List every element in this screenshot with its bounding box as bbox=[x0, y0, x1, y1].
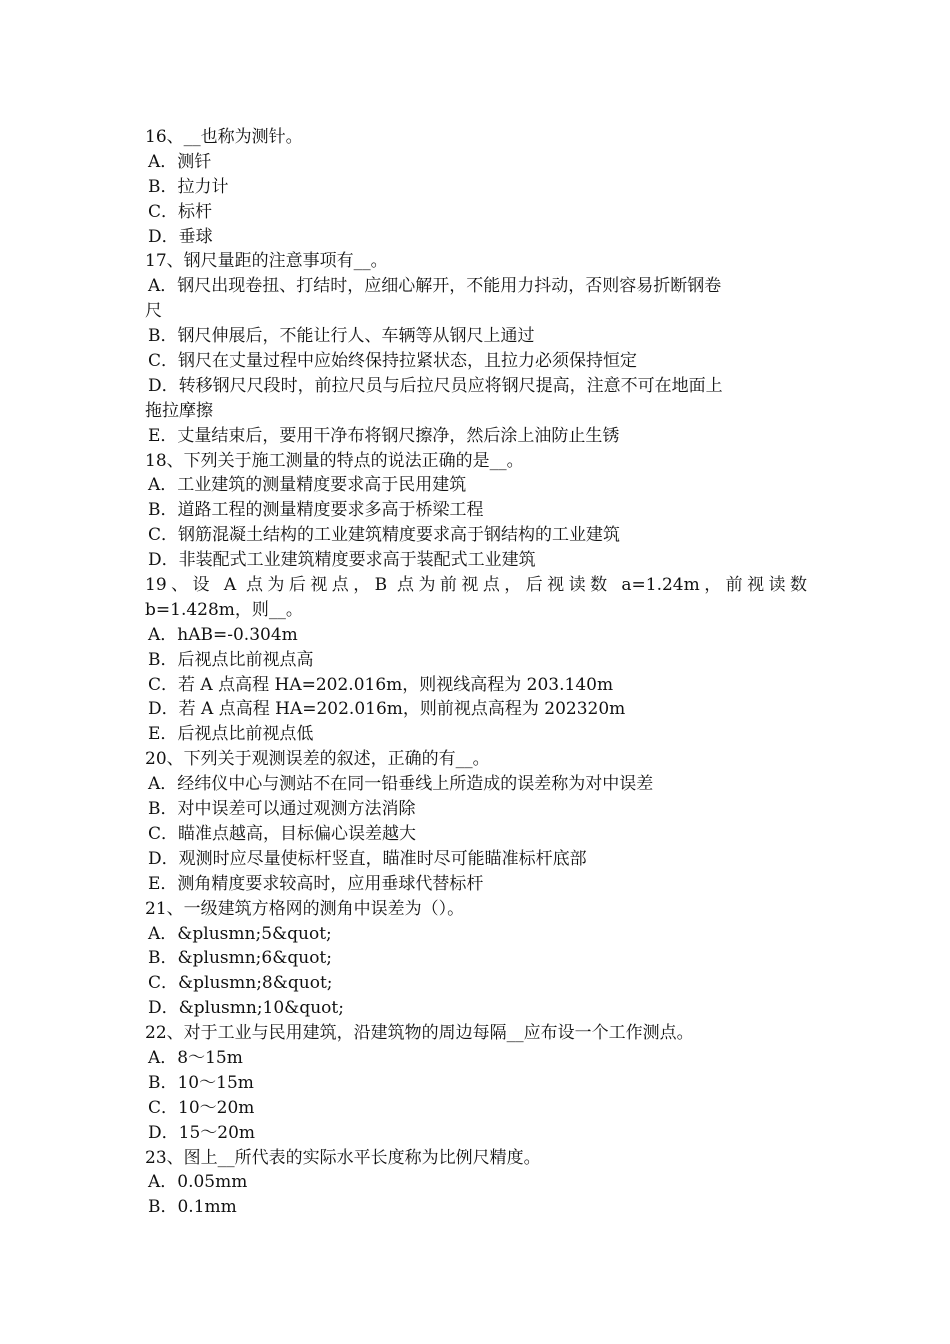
question-16: 16、__也称为测针。 bbox=[145, 127, 303, 147]
question-22: 22、对于工业与民用建筑，沿建筑物的周边每隔__应布设一个工作测点。 bbox=[145, 1023, 694, 1044]
option-19e: E．后视点比前视点低 bbox=[148, 724, 314, 745]
option-19a: A．hAB=-0.304m bbox=[148, 624, 298, 645]
option-20e: E．测角精度要求较高时，应用垂球代替标杆 bbox=[148, 873, 484, 894]
option-18d: D．非装配式工业建筑精度要求高于装配式工业建筑 bbox=[148, 550, 536, 571]
option-18c: C．钢筋混凝土结构的工业建筑精度要求高于钢结构的工业建筑 bbox=[148, 525, 621, 546]
question-list bbox=[145, 125, 807, 1220]
option-23a: A．0.05mm bbox=[148, 1172, 248, 1193]
option-22c: C．10～20m bbox=[148, 1097, 255, 1118]
option-17d: D．转移钢尺尺段时，前拉尺员与后拉尺员应将钢尺提高，注意不可在地面上 bbox=[148, 375, 723, 396]
option-22a: A．8～15m bbox=[148, 1047, 243, 1068]
option-19d: D．若 A 点高程 HA=202.016m，则前视点高程为 202320m bbox=[148, 699, 626, 720]
option-21c: C．&plusmn;8&quot; bbox=[148, 973, 333, 994]
option-19b: B．后视点比前视点高 bbox=[148, 649, 314, 670]
option-20b: B．对中误差可以通过观测方法消除 bbox=[148, 799, 416, 820]
option-16b: B．拉力计 bbox=[148, 176, 229, 197]
question-20: 20、下列关于观测误差的叙述，正确的有__。 bbox=[145, 749, 490, 770]
question-17: 17、钢尺量距的注意事项有__。 bbox=[145, 251, 388, 272]
question-21: 21、一级建筑方格网的测角中误差为（）。 bbox=[145, 898, 465, 919]
option-17c: C．钢尺在丈量过程中应始终保持拉紧状态，且拉力必须保持恒定 bbox=[148, 351, 638, 372]
option-17d-continued: 拖拉摩擦 bbox=[145, 400, 213, 421]
question-19: 19、设 A 点为后视点，B 点为前视点，后视读数 a=1.24m，前视读数 bbox=[145, 575, 807, 596]
question-18: 18、下列关于施工测量的特点的说法正确的是__。 bbox=[145, 450, 524, 471]
question-19-continued: b=1.428m，则__。 bbox=[145, 599, 303, 620]
option-16d: D．垂球 bbox=[148, 226, 213, 247]
option-22b: B．10～15m bbox=[148, 1072, 254, 1093]
option-16c: C．标杆 bbox=[148, 201, 213, 222]
option-17a-continued: 尺 bbox=[145, 301, 162, 322]
option-17b: B．钢尺伸展后，不能让行人、车辆等从钢尺上通过 bbox=[148, 326, 535, 347]
option-21b: B．&plusmn;6&quot; bbox=[148, 948, 332, 969]
option-18a: A．工业建筑的测量精度要求高于民用建筑 bbox=[148, 475, 467, 496]
option-21a: A．&plusmn;5&quot; bbox=[148, 923, 332, 944]
option-22d: D．15～20m bbox=[148, 1122, 256, 1143]
option-18b: B．道路工程的测量精度要求多高于桥梁工程 bbox=[148, 500, 484, 521]
option-20d: D．观测时应尽量使标杆竖直，瞄准时尽可能瞄准标杆底部 bbox=[148, 848, 587, 869]
option-21d: D．&plusmn;10&quot; bbox=[148, 998, 344, 1019]
question-23: 23、图上__所代表的实际水平长度称为比例尺精度。 bbox=[145, 1147, 541, 1168]
option-17a: A．钢尺出现卷扭、打结时，应细心解开，不能用力抖动，否则容易折断钢卷 bbox=[148, 276, 722, 297]
option-20c: C．瞄准点越高，目标偏心误差越大 bbox=[148, 823, 417, 844]
option-23b: B．0.1mm bbox=[148, 1197, 237, 1218]
option-20a: A．经纬仪中心与测站不在同一铅垂线上所造成的误差称为对中误差 bbox=[148, 774, 654, 795]
option-19c: C．若 A 点高程 HA=202.016m，则视线高程为 203.140m bbox=[148, 674, 614, 695]
option-16a: A．测钎 bbox=[148, 151, 212, 172]
option-17e: E．丈量结束后，要用干净布将钢尺擦净，然后涂上油防止生锈 bbox=[148, 425, 620, 446]
